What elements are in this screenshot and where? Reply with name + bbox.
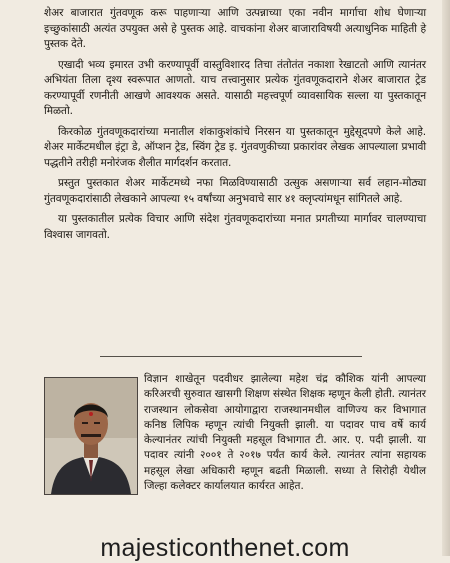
blurb-paragraph-4: प्रस्तुत पुस्तकात शेअर मार्केटमध्ये नफा मिळविण्यासाठी उत्सुक असणाऱ्या सर्व लहान-मोठ्या गुंतवणूकदारांसाठी लेखकाने आपल्या १५ वर्षांच्या अनुभवाचे सार ४१ क्लृप्त्यांमधून सांगितले आहे.: [44, 177, 426, 205]
author-portrait-icon: [45, 378, 137, 494]
blurb-paragraph-5: या पुस्तकातील प्रत्येक विचार आणि संदेश गुंतवणूकदारांच्या मनात प्रगतीच्या मार्गावर चालण्याचा विश्वास जागवतो.: [44, 213, 426, 241]
author-photo: [44, 377, 138, 495]
blurb-paragraph-1: शेअर बाजारात गुंतवणूक करू पाहणाऱ्या आणि उत्पन्नाच्या एका नवीन मार्गाचा शोध घेणाऱ्या इच्छुकांसाठी अत्यंत उपयुक्त असे हे पुस्तक आहे. वाचकांना शेअर बाजाराविषयी अत्याधुनिक माहिती हे पुस्तक देते.: [44, 7, 426, 50]
blurb-paragraph-3: किरकोळ गुंतवणूकदारांच्या मनातील शंकाकुशंकांचे निरसन या पुस्तकातून मुद्देसूदपणे केले आहे. शेअर मार्केटमधील इंट्रा डे, ऑप्शन ट्रेड, स्विंग ट्रेड इ. गुंतवणुकीच्या प्रकारांवर लेखक आपल्याला प्रभावी पद्धतीने तरीही मनोरंजक शैलीत मार्गदर्शन करतात.: [44, 125, 426, 169]
blurb-section: [44, 6, 426, 248]
author-bio-text: विज्ञान शाखेतून पदवीधर झालेल्या महेश चंद्र कौशिक यांनी आपल्या करिअरची सुरुवात खासगी शिक्षण संस्थेत शिक्षक म्हणून केली होती. त्यानंतर राजस्थान लोकसेवा आयोगाद्वारा राजस्थानमधील वाणिज्य कर विभागात कनिष्ठ लिपिक म्हणून त्यांची नियुक्ती झाली. या पदावर पाच वर्षे कार्य केल्यानंतर त्यांची नियुक्ती महसूल विभागात टी. आर. ए. पदी झाली. या पदावर त्यांनी २००१ ते २०१७ पर्यंत कार्य केले. त्यानंतर त्यांना सहायक महसूल लेखा अधिकारी म्हणून बढती मिळाली. सध्या ते सिरोही येथील जिल्हा कलेक्टर कार्यालयात कार्यरत आहेत.: [144, 373, 426, 493]
watermark-url: majesticonthenet.com: [100, 534, 350, 562]
blurb-paragraph-2: एखादी भव्य इमारत उभी करण्यापूर्वी वास्तुविशारद तिचा तंतोतंत नकाशा रेखाटतो आणि त्यानंतर अभियंता तिला दृश्य स्वरूपात आणतो. याच तत्त्वानुसार प्रत्येक गुंतवणूकदाराने शेअर बाजारात ट्रेड करण्यापूर्वी रणनीती आखणे आवश्यक असते. यासाठी महत्त्वपूर्ण व्यावसायिक सल्ला या पुस्तकातून मिळतो.: [44, 58, 426, 117]
page-edge-shadow: [442, 0, 450, 556]
section-divider: [100, 356, 362, 357]
